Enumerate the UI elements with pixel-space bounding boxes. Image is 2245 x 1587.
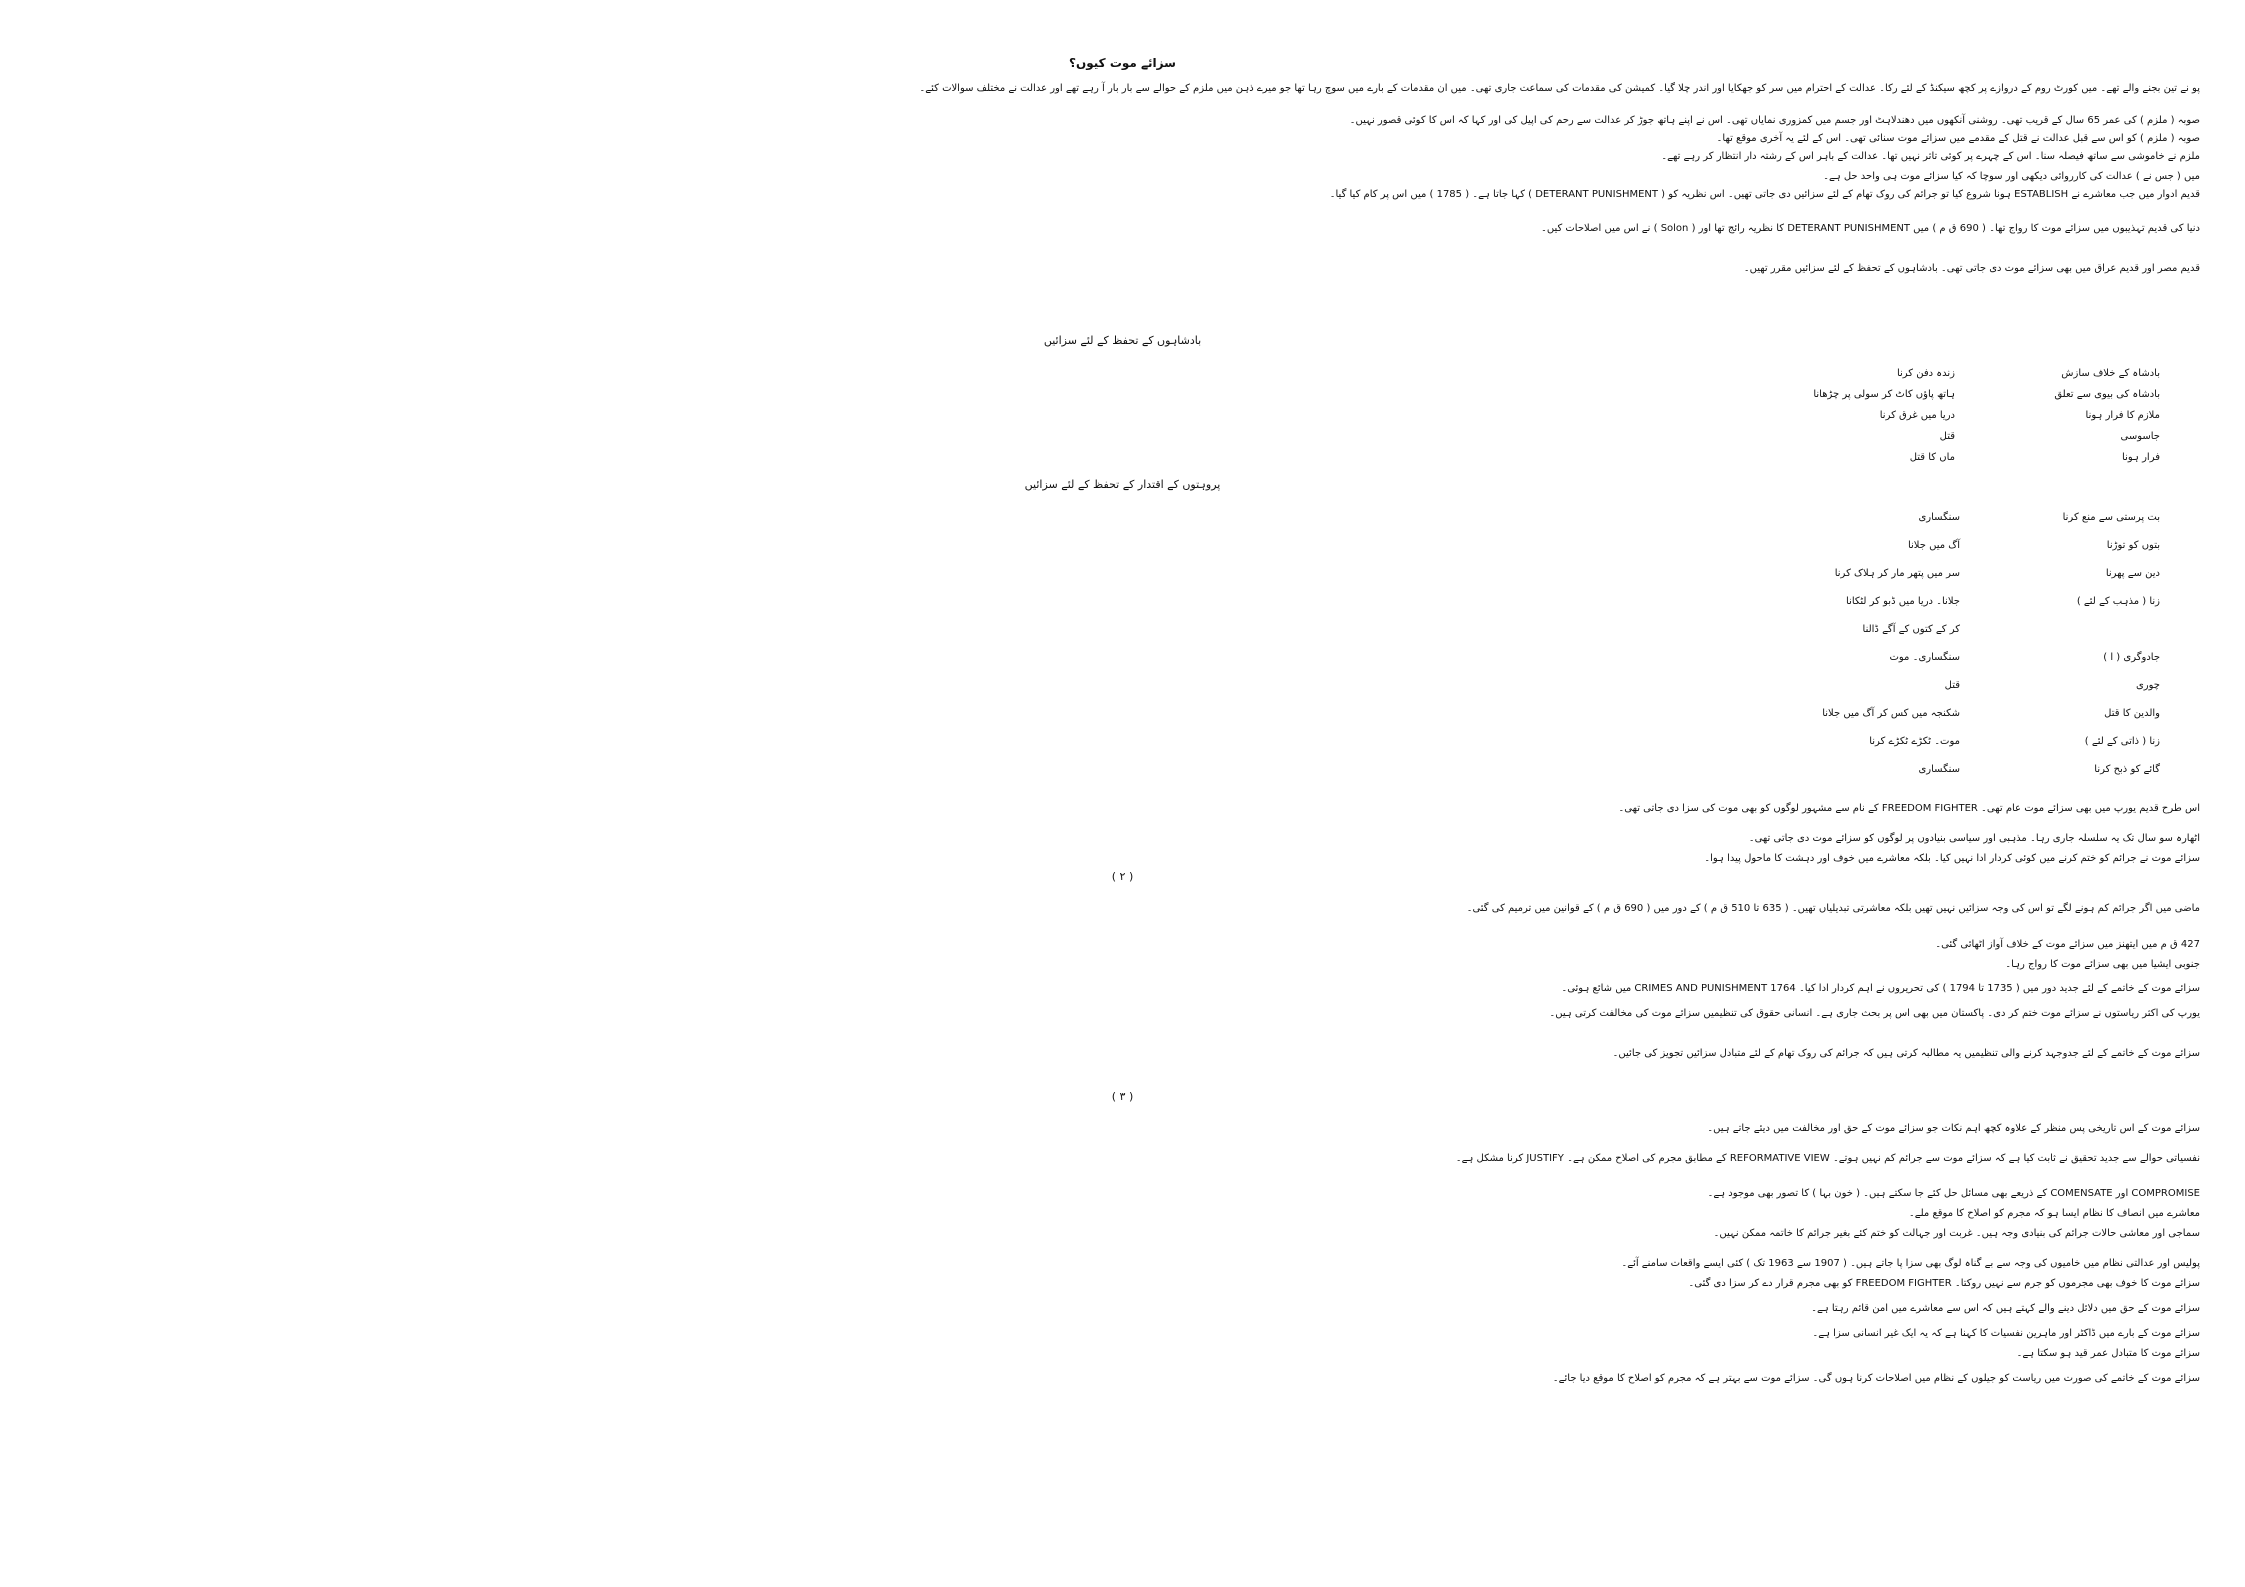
paragraph: پو نے تین بجنے والے تھے۔ میں کورٹ روم کے دروازے پر کچھ سیکنڈ کے لئے رکا۔ عدالت کے احترام میں سر کو جھکایا اور اندر چلا گیا۔ کمیشن کی مقدمات کی سماعت جاری تھی۔ میں ان مقدمات کے بارے میں سوچ رہا تھا جو میرے ذہن میں ملزم کے حوالے سے بار بار آ رہے تھے اور عدالت نے مختلف سوالات کئے۔: [919, 83, 2200, 94]
paragraph: سزائے موت کے خاتمے کی صورت میں ریاست کو جیلوں کے نظام میں اصلاحات کرنا ہوں گی۔ سزائے موت سے بہتر ہے کہ مجرم کو اصلاح کا موقع دیا جائے۔: [1552, 1373, 2200, 1384]
paragraph: دنیا کی قدیم تہذیبوں میں سزائے موت کا رواج تھا۔ ( 690 ق م ) میں DETERANT PUNISHMENT کا نظریہ رائج تھا اور ( Solon ) نے اس میں اصلاحات کیں۔: [1540, 223, 2200, 234]
row-label: چوری: [2135, 680, 2160, 691]
paragraph: سزائے موت کے بارے میں ڈاکٹر اور ماہرین نفسیات کا کہنا ہے کہ یہ ایک غیر انسانی سزا ہے۔: [1812, 1328, 2200, 1339]
row-value: سر میں پتھر مار کر ہلاک کرنا: [1834, 568, 1960, 579]
paragraph: صوبہ ( ملزم ) کی عمر 65 سال کے قریب تھی۔ روشنی آنکھوں میں دھندلاہٹ اور جسم میں کمزوری نمایاں تھی۔ اس نے اپنے ہاتھ جوڑ کر عدالت سے رحم کی اپیل کی اور کہا کہ اس کا کوئی قصور نہیں۔: [1349, 115, 2200, 126]
table-row: [1700, 680, 2160, 694]
table-row: [1700, 624, 2160, 638]
row-value: شکنجہ میں کس کر آگ میں جلانا: [1822, 708, 1960, 719]
paragraph: سزائے موت کے اس تاریخی پس منظر کے علاوہ کچھ اہم نکات جو سزائے موت کے حق اور مخالفت میں دیئے جاتے ہیں۔: [1707, 1123, 2200, 1134]
row-label: بادشاہ کی بیوی سے تعلق: [2054, 389, 2160, 400]
table-row: [1700, 708, 2160, 722]
page-number-2: ( ۲ ): [1111, 870, 1134, 883]
paragraph: میں ( جس نے ) عدالت کی کارروائی دیکھی اور سوچا کہ کیا سزائے موت ہی واحد حل ہے۔: [1823, 171, 2200, 182]
paragraph: سزائے موت کا متبادل عمر قید ہو سکتا ہے۔: [2016, 1348, 2200, 1359]
page-number-3: ( ۳ ): [1111, 1090, 1134, 1103]
row-value: جلانا۔ دریا میں ڈبو کر لٹکانا: [1846, 596, 1960, 607]
table-row: [1800, 431, 2160, 445]
row-label: بتوں کو توڑنا: [2106, 540, 2160, 551]
row-label: بت پرستی سے منع کرنا: [2062, 512, 2160, 523]
paragraph: یورپ کی اکثر ریاستوں نے سزائے موت ختم کر دی۔ پاکستان میں بھی اس پر بحث جاری ہے۔ انسانی حقوق کی تنظیمیں سزائے موت کی مخالفت کرتی ہیں۔: [1549, 1008, 2200, 1019]
paragraph: ملزم نے خاموشی سے ساتھ فیصلہ سنا۔ اس کے چہرے پر کوئی تاثر نہیں تھا۔ عدالت کے باہر اس کے رشتہ دار انتظار کر رہے تھے۔: [1661, 151, 2200, 162]
paragraph: سزائے موت کا خوف بھی مجرموں کو جرم سے نہیں روکتا۔ FREEDOM FIGHTER کو بھی مجرم قرار دے کر سزا دی گئی۔: [1688, 1278, 2200, 1289]
document-title: سزائے موت کیوں؟: [1069, 56, 1176, 70]
row-value: دریا میں غرق کرنا: [1879, 410, 1955, 421]
row-value: سنگساری: [1918, 764, 1960, 775]
paragraph: پولیس اور عدالتی نظام میں خامیوں کی وجہ سے بے گناہ لوگ بھی سزا پا جاتے ہیں۔ ( 1907 سے 1963 تک ) کئی ایسے واقعات سامنے آئے۔: [1621, 1258, 2200, 1269]
row-label: والدین کا قتل: [2104, 708, 2160, 719]
table-row: [1800, 389, 2160, 403]
section2-title: پروہتوں کے اقتدار کے تحفظ کے لئے سزائیں: [1024, 478, 1221, 491]
table-row: [1800, 410, 2160, 424]
row-value: کر کے کتوں کے آگے ڈالنا: [1862, 624, 1960, 635]
paragraph: نفسیاتی حوالے سے جدید تحقیق نے ثابت کیا ہے کہ سزائے موت سے جرائم کم نہیں ہوتے۔ REFORMATIVE VIEW کے مطابق مجرم کی اصلاح ممکن ہے۔ JUSTIFY کرنا مشکل ہے۔: [1455, 1153, 2200, 1164]
paragraph: صوبہ ( ملزم ) کو اس سے قبل عدالت نے قتل کے مقدمے میں سزائے موت سنائی تھی۔ اس کے لئے یہ آخری موقع تھا۔: [1716, 133, 2200, 144]
table-row: [1700, 512, 2160, 526]
row-value: آگ میں جلانا: [1907, 540, 1960, 551]
table-row: [1700, 568, 2160, 582]
paragraph: جنوبی ایشیا میں بھی سزائے موت کا رواج رہا۔: [2005, 959, 2200, 970]
row-value: موت۔ ٹکڑے ٹکڑے کرنا: [1869, 736, 1960, 747]
paragraph: 427 ق م میں ایتھنز میں سزائے موت کے خلاف آواز اٹھائی گئی۔: [1935, 939, 2200, 950]
table-row: [1700, 596, 2160, 610]
row-label: بادشاہ کے خلاف سازش: [2061, 368, 2160, 379]
row-value: ہاتھ پاؤں کاٹ کر سولی پر چڑھانا: [1813, 389, 1955, 400]
paragraph: سزائے موت کے خاتمے کے لئے جدوجہد کرنے والی تنظیمیں یہ مطالبہ کرتی ہیں کہ جرائم کی روک تھام کے لئے متبادل سزائیں تجویز کی جائیں۔: [1612, 1048, 2200, 1059]
table-row: [1700, 736, 2160, 750]
table-row: [1700, 652, 2160, 666]
table-row: [1800, 452, 2160, 466]
row-value: سنگساری۔ موت: [1889, 652, 1960, 663]
row-value: قتل: [1939, 431, 1955, 442]
paragraph: سزائے موت کے خاتمے کے لئے جدید دور میں ( 1735 تا 1794 ) کی تحریروں نے اہم کردار ادا کیا۔ CRIMES AND PUNISHMENT 1764 میں شائع ہوئی۔: [1561, 983, 2200, 994]
paragraph: سزائے موت کے حق میں دلائل دینے والے کہتے ہیں کہ اس سے معاشرے میں امن قائم رہتا ہے۔: [1811, 1303, 2200, 1314]
row-label: زنا ( مذہب کے لئے ): [2076, 596, 2160, 607]
row-label: جاسوسی: [2120, 431, 2160, 442]
paragraph: قدیم مصر اور قدیم عراق میں بھی سزائے موت دی جاتی تھی۔ بادشاہوں کے تحفظ کے لئے سزائیں مقرر تھیں۔: [1743, 263, 2200, 274]
paragraph: معاشرے میں انصاف کا نظام ایسا ہو کہ مجرم کو اصلاح کا موقع ملے۔: [1908, 1208, 2200, 1219]
paragraph: سزائے موت نے جرائم کو ختم کرنے میں کوئی کردار ادا نہیں کیا۔ بلکہ معاشرے میں خوف اور دہشت کا ماحول پیدا ہوا۔: [1704, 853, 2200, 864]
row-label: جادوگری ( ا ): [2103, 652, 2160, 663]
paragraph: COMPROMISE اور COMENSATE کے ذریعے بھی مسائل حل کئے جا سکتے ہیں۔ ( خون بہا ) کا تصور بھی موجود ہے۔: [1707, 1188, 2200, 1199]
paragraph: اٹھارہ سو سال تک یہ سلسلہ جاری رہا۔ مذہبی اور سیاسی بنیادوں پر لوگوں کو سزائے موت دی جاتی تھی۔: [1748, 833, 2200, 844]
row-value: زندہ دفن کرنا: [1896, 368, 1955, 379]
paragraph: ماضی میں اگر جرائم کم ہونے لگے تو اس کی وجہ سزائیں نہیں تھیں بلکہ معاشرتی تبدیلیاں تھیں۔ ( 635 تا 510 ق م ) کے دور میں ( 690 ق م ) کے قوانین میں ترمیم کی گئی۔: [1466, 903, 2200, 914]
paragraph: قدیم ادوار میں جب معاشرے نے ESTABLISH ہونا شروع کیا تو جرائم کی روک تھام کے لئے سزائیں دی جاتی تھیں۔ اس نظریہ کو ( DETERANT PUNISHMENT ) کہا جاتا ہے۔ ( 1785 ) میں اس پر کام کیا گیا۔: [1329, 189, 2200, 200]
row-label: زنا ( ذاتی کے لئے ): [2084, 736, 2160, 747]
row-value: ماں کا قتل: [1909, 452, 1955, 463]
table-row: [1700, 764, 2160, 778]
row-label: ملازم کا فرار ہونا: [2085, 410, 2160, 421]
row-label: فرار ہونا: [2122, 452, 2160, 463]
paragraph: سماجی اور معاشی حالات جرائم کی بنیادی وجہ ہیں۔ غربت اور جہالت کو ختم کئے بغیر جرائم کا خاتمہ ممکن نہیں۔: [1713, 1228, 2200, 1239]
row-label: دین سے پھرنا: [2105, 568, 2160, 579]
row-value: قتل: [1944, 680, 1960, 691]
table-row: [1800, 368, 2160, 382]
row-value: سنگساری: [1918, 512, 1960, 523]
row-label: گائے کو ذبح کرنا: [2094, 764, 2160, 775]
table-row: [1700, 540, 2160, 554]
section1-title: بادشاہوں کے تحفظ کے لئے سزائیں: [1043, 334, 1202, 347]
paragraph: اس طرح قدیم یورپ میں بھی سزائے موت عام تھی۔ FREEDOM FIGHTER کے نام سے مشہور لوگوں کو بھی موت کی سزا دی جاتی تھی۔: [1618, 803, 2200, 814]
